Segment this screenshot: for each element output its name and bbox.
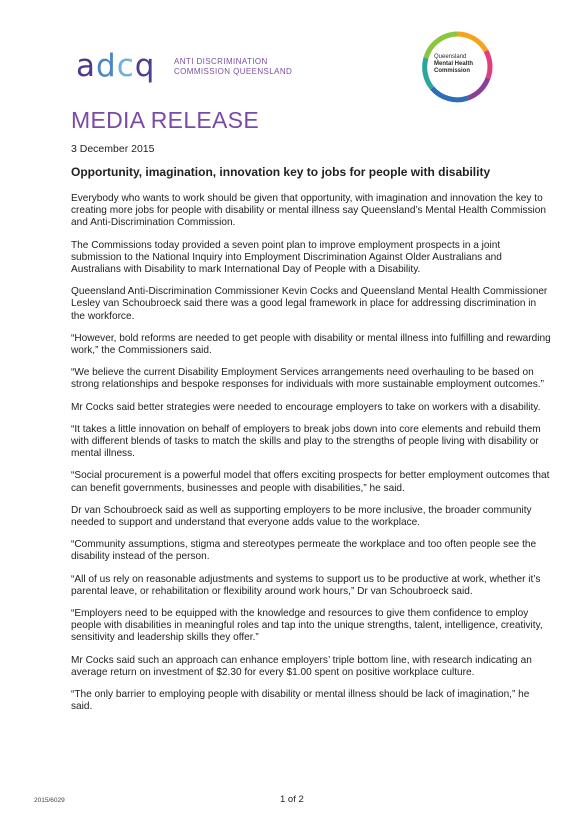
paragraph: “It takes a little innovation on behalf of employers to break jobs down into core elements and rebuild them with different blends of tasks to match the skills and play to the strengths of people living with disability or mental illness.: [71, 423, 541, 460]
paragraph: “All of us rely on reasonable adjustments and systems to support us to be productive at work, whether it’s parental leave, or rehabilitation or flexibility around work hours,” Dr van Schoubroeck said.: [71, 573, 541, 597]
paragraph: “Community assumptions, stigma and stereotypes permeate the workplace and too often people see the disability instead of the person.: [71, 539, 537, 563]
qmhc-logo: [418, 28, 496, 106]
paragraph: Queensland Anti-Discrimination Commissioner Kevin Cocks and Queensland Mental Health Commissioner Lesley van Schoubroeck said there was a good legal framework in place for addressing discrimination in the workforce.: [71, 286, 548, 322]
adcq-subtitle: [174, 57, 292, 77]
release-body: [71, 193, 551, 724]
adcq-subtitle-line2: COMMISSION QUEENSLAND: [174, 67, 293, 76]
document-reference: 2015/6029: [34, 797, 65, 804]
release-date: 3 December 2015: [71, 143, 155, 155]
paragraph: “Employers need to be equipped with the knowledge and resources to give them confidence to employ people with disabilities in meaningful roles and tap into the unique strengths, talent, intelligence, creativity, sensitivity and leadership skills they offer.”: [71, 608, 543, 644]
qmhc-line1: Queensland: [434, 54, 467, 60]
adcq-subtitle-line1: ANTI DISCRIMINATION: [174, 57, 268, 66]
paragraph: “However, bold reforms are needed to get people with disability or mental illness into fulfilling and rewarding work,” the Commissioners said.: [71, 332, 551, 357]
paragraph: “The only barrier to employing people with disability or mental illness should be lack of imagination,” he said.: [71, 689, 530, 713]
paragraph: Dr van Schoubroeck said as well as supporting employers to be more inclusive, the broader community needed to support and understand that everyone adds value to the workplace.: [71, 504, 532, 529]
paragraph: Everybody who wants to work should be given that opportunity, with imagination and innovation the key to creating more jobs for people with disability or mental illness say Queensland’s Mental Health Commission and Anti-Discrimination Commission.: [71, 193, 547, 229]
adcq-wordmark: adcq: [76, 48, 156, 84]
paragraph: The Commissions today provided a seven point plan to improve employment prospects in a joint submission to the National Inquiry into Employment Discrimination Against Older Australians and Australians with Disability to mark International Day of People with a Disability.: [71, 239, 502, 276]
page-title: MEDIA RELEASE: [71, 107, 259, 133]
qmhc-line3: Commission: [434, 68, 471, 74]
paragraph: “We believe the current Disability Employment Services arrangements need overhauling to be based on strong relationships and bespoke responses for individuals with more sustainable employment outcomes.”: [71, 367, 544, 391]
paragraph: Mr Cocks said such an approach can enhance employers’ triple bottom line, with research indicating an average return on investment of $2.30 for every $1.00 spent on positive workplace culture.: [71, 654, 532, 678]
page-number: 1 of 2: [280, 794, 304, 805]
paragraph: Mr Cocks said better strategies were needed to encourage employers to take on workers with a disability.: [71, 401, 541, 413]
qmhc-wordmark: [418, 54, 496, 75]
qmhc-line2: Mental Health: [434, 61, 474, 67]
headline: Opportunity, imagination, innovation key to jobs for people with disability: [71, 165, 491, 179]
paragraph: “Social procurement is a powerful model that offers exciting prospects for better employment outcomes that can benefit governments, businesses and people with disabilities,” he said.: [71, 470, 550, 494]
